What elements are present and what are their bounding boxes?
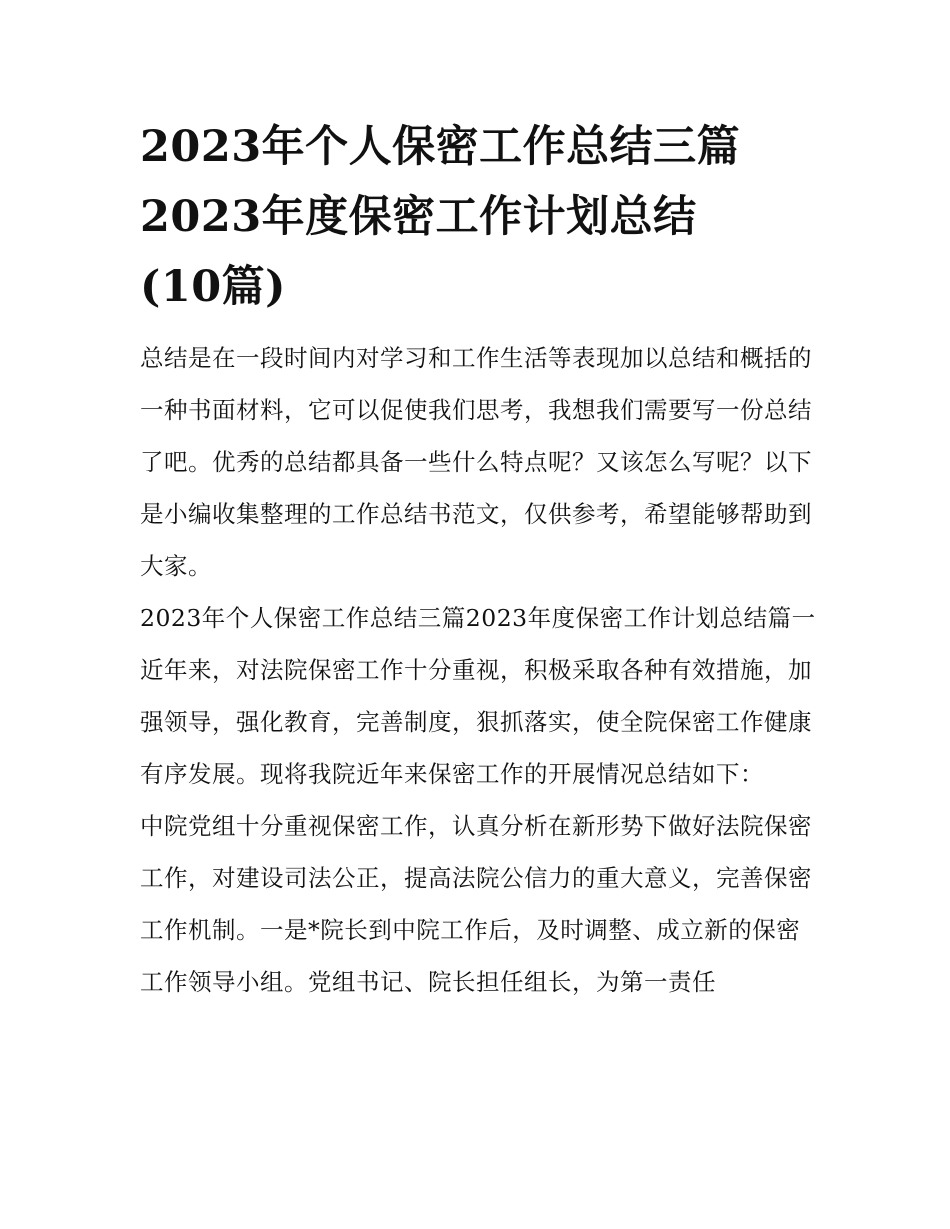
document-body bbox=[140, 332, 820, 1008]
document-page bbox=[140, 112, 820, 1008]
intro-paragraph: 总结是在一段时间内对学习和工作生活等表现加以总结和概括的一种书面材料，它可以促使我们思考，我想我们需要写一份总结了吧。优秀的总结都具备一些什么特点呢？又该怎么写呢？以下是小编收集整理的工作总结书范文，仅供参考，希望能够帮助到大家。 bbox=[140, 344, 812, 580]
title-line-1: 2023年个人保密工作总结三篇 bbox=[140, 122, 741, 172]
title-line-2: 2023年度保密工作计划总结 bbox=[140, 192, 697, 242]
title-line-3: (10篇) bbox=[140, 262, 287, 312]
document-title bbox=[140, 112, 820, 322]
body-paragraph-2: 中院党组十分重视保密工作，认真分析在新形势下做好法院保密工作，对建设司法公正，提高法院公信力的重大意义，完善保密工作机制。一是*院长到中院工作后，及时调整、成立新的保密工作领导小组。党组书记、院长担任组长，为第一责任 bbox=[140, 812, 812, 996]
body-paragraph-1: 近年来，对法院保密工作十分重视，积极采取各种有效措施，加强领导，强化教育，完善制度，狠抓落实，使全院保密工作健康有序发展。现将我院近年来保密工作的开展情况总结如下： bbox=[140, 656, 812, 788]
section-heading: 2023年个人保密工作总结三篇2023年度保密工作计划总结篇一 bbox=[140, 604, 816, 632]
